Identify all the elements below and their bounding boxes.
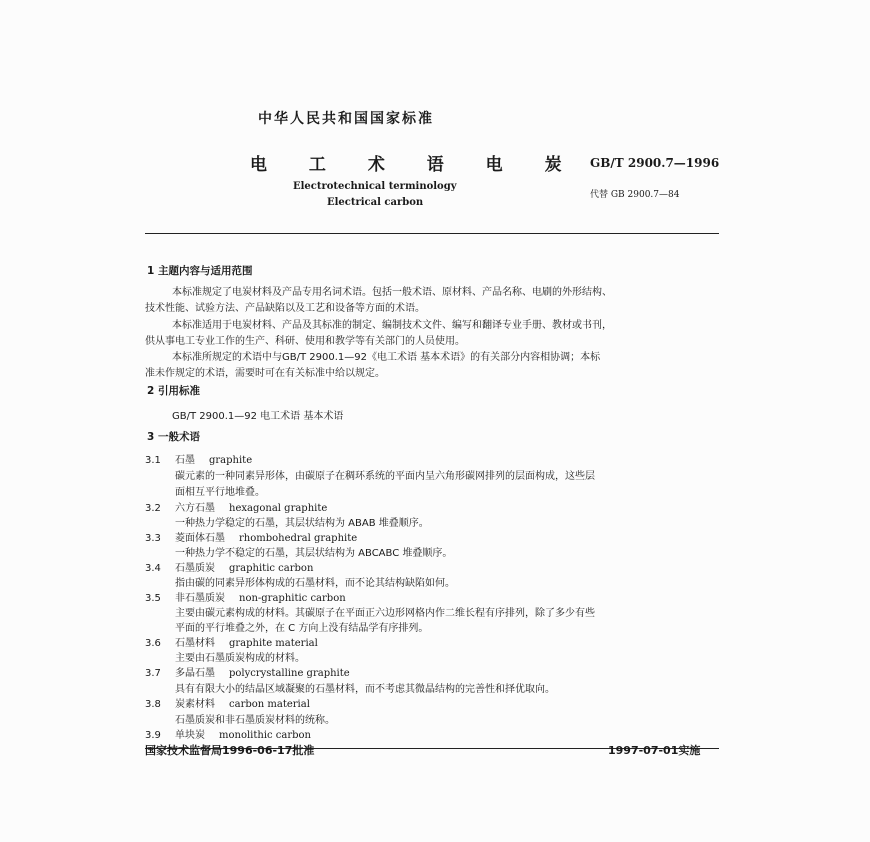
standard-number: GB/T 2900.7—1996 — [590, 156, 720, 170]
effective-date: 1997-07-01实施 — [608, 744, 701, 757]
term-number: 3.3 — [145, 533, 161, 544]
term-entry — [145, 634, 318, 649]
section-1-paragraph-2-line-1: 本标准适用于电炭材料、产品及其标准的制定、编制技术文件、编写和翻译专业手册、教材或书刊， — [172, 320, 612, 331]
term-english: non-graphitic carbon — [239, 593, 346, 604]
term-entry — [145, 589, 346, 604]
section-1-paragraph-3-line-2: 准未作规定的术语，需要时可在有关标准中给以规定。 — [145, 368, 385, 379]
term-number: 3.6 — [145, 638, 161, 649]
term-definition-line-1: 具有有限大小的结晶区域凝聚的石墨材料，而不考虑其微晶结构的完善性和择优取向。 — [175, 684, 555, 695]
term-english: monolithic carbon — [219, 730, 312, 741]
term-english: polycrystalline graphite — [229, 668, 350, 679]
term-chinese: 六方石墨 — [175, 503, 215, 514]
term-entry — [145, 451, 252, 466]
approval-date: 国家技术监督局1996-06-17批准 — [145, 744, 315, 757]
replaces-standard: 代替 GB 2900.7—84 — [590, 190, 680, 200]
section-1-paragraph-1-line-2: 技术性能、试验方法、产品缺陷以及工艺和设备等方面的术语。 — [145, 303, 425, 314]
term-entry — [145, 559, 313, 574]
term-number: 3.8 — [145, 699, 161, 710]
term-definition-line-1: 碳元素的一种同素异形体，由碳原子在稠环系统的平面内呈六角形碳网排列的层面构成，这些层 — [175, 471, 595, 482]
section-1-heading: 1 主题内容与适用范围 — [147, 265, 253, 277]
term-entry — [145, 664, 350, 679]
term-number: 3.2 — [145, 503, 161, 514]
term-entry — [145, 726, 311, 741]
reference-standard: GB/T 2900.1—92 电工术语 基本术语 — [172, 411, 344, 422]
term-chinese: 炭素材料 — [175, 699, 215, 710]
term-english: hexagonal graphite — [229, 503, 328, 514]
term-entry — [145, 499, 327, 514]
term-chinese: 非石墨质炭 — [175, 593, 225, 604]
term-entry — [145, 529, 357, 544]
term-chinese: 石墨材料 — [175, 638, 215, 649]
term-english: graphite — [209, 455, 253, 466]
term-definition-line-2: 面相互平行地堆叠。 — [175, 487, 265, 498]
term-definition-line-1: 指由碳的同素异形体构成的石墨材料，而不论其结构缺陷如何。 — [175, 578, 455, 589]
section-2-heading: 2 引用标准 — [147, 385, 200, 397]
section-3-heading: 3 一般术语 — [147, 431, 200, 443]
term-entry — [145, 695, 310, 710]
term-number: 3.7 — [145, 668, 161, 679]
term-definition-line-1: 主要由碳元素构成的材料。其碳原子在平面正六边形网格内作二维长程有序排列，除了多少有些 — [175, 608, 595, 619]
term-english: carbon material — [229, 699, 310, 710]
term-number: 3.4 — [145, 563, 161, 574]
term-number: 3.9 — [145, 730, 161, 741]
term-english: graphite material — [229, 638, 318, 649]
term-number: 3.5 — [145, 593, 161, 604]
term-definition-line-1: 石墨质炭和非石墨质炭材料的统称。 — [175, 715, 335, 726]
term-number: 3.1 — [145, 455, 161, 466]
term-chinese: 单块炭 — [175, 730, 205, 741]
term-chinese: 菱面体石墨 — [175, 533, 225, 544]
term-chinese: 石墨 — [175, 455, 195, 466]
section-1-paragraph-2-line-2: 供从事电工专业工作的生产、科研、使用和教学等有关部门的人员使用。 — [145, 336, 465, 347]
term-english: rhombohedral graphite — [239, 533, 358, 544]
term-chinese: 多晶石墨 — [175, 668, 215, 679]
term-definition-line-2: 平面的平行堆叠之外，在 C 方向上没有结晶学有序排列。 — [175, 623, 429, 634]
term-chinese: 石墨质炭 — [175, 563, 215, 574]
standard-title-en-line1: Electrotechnical terminology — [293, 181, 457, 192]
standard-title-en-line2: Electrical carbon — [327, 197, 424, 208]
standard-title-cn: 电 工 术 语 电 炭 — [250, 155, 580, 175]
national-standard-title: 中华人民共和国国家标准 — [258, 111, 434, 127]
term-english: graphitic carbon — [229, 563, 314, 574]
term-definition-line-1: 主要由石墨质炭构成的材料。 — [175, 653, 305, 664]
term-definition-line-1: 一种热力学稳定的石墨，其层状结构为 ABAB 堆叠顺序。 — [175, 518, 429, 529]
section-1-paragraph-1-line-1: 本标准规定了电炭材料及产品专用名词术语。包括一般术语、原材料、产品名称、电刷的外形结构、 — [172, 287, 612, 298]
section-1-paragraph-3-line-1: 本标准所规定的术语中与GB/T 2900.1—92《电工术语 基本术语》的有关部分内容相协调；本标 — [172, 352, 601, 363]
term-definition-line-1: 一种热力学不稳定的石墨，其层状结构为 ABCABC 堆叠顺序。 — [175, 548, 453, 559]
header-divider — [145, 233, 719, 234]
